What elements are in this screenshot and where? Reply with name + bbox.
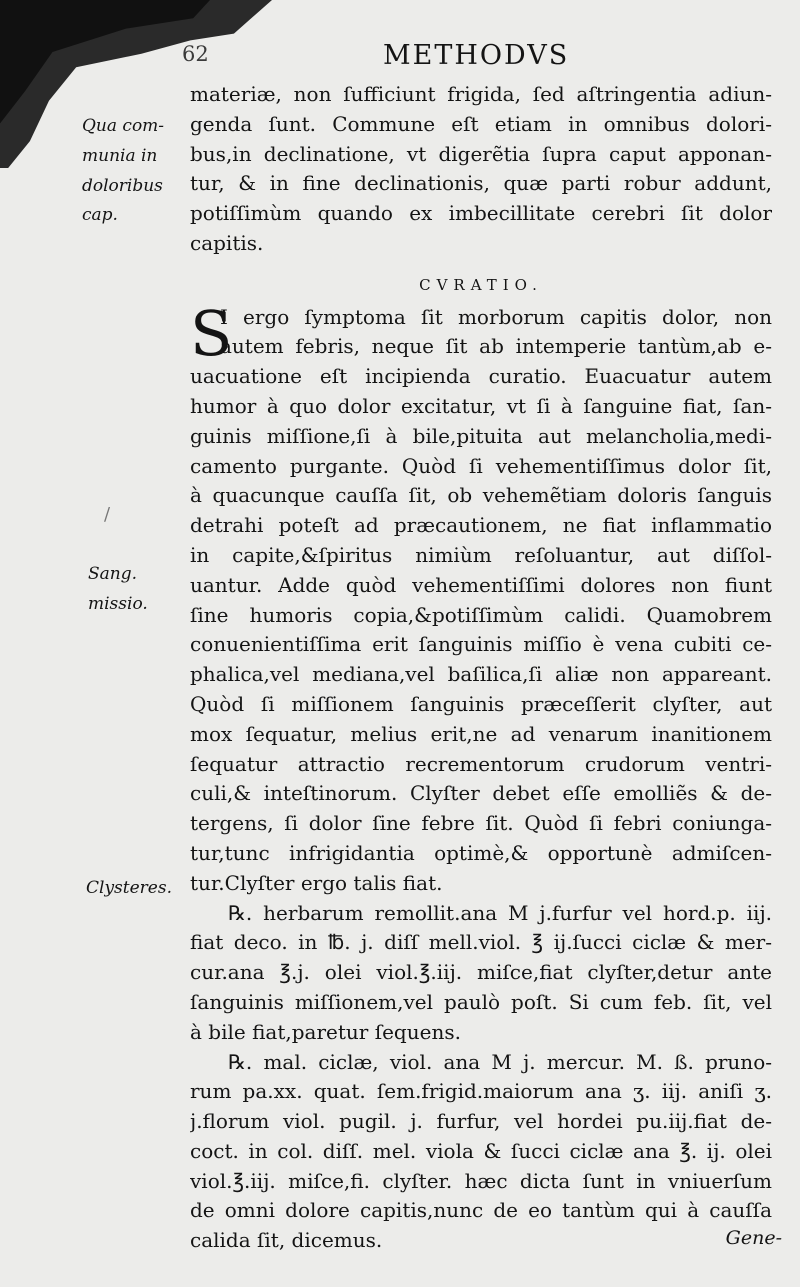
text-line: detrahi poteſt ad præcautionem, ne fiat inflammatio [190, 513, 772, 538]
margin-note-line: munia in [82, 145, 158, 166]
margin-note-line: Sang. [88, 564, 138, 584]
text-line: mox ſequatur, melius erit,ne ad venarum inanitionem [190, 721, 772, 746]
margin-note-line: cap. [82, 205, 118, 226]
text-line: materiæ, non ſufficiunt frigida, ſed aſtringentia adiun- [190, 82, 772, 106]
text-line: bus,in declinatione, vt digerẽtia ſupra caput apponan- [190, 141, 772, 166]
text-line: uacuatione eſt incipienda curatio. Euacuatur autem [190, 364, 772, 389]
text-line: tur.Clyſter ergo talis fiat. [190, 870, 443, 895]
recipe-line: ℞. mal. ciclæ, viol. ana M j. mercur. M. ß. pruno- [228, 1049, 772, 1074]
catchword: Gene- [725, 1227, 782, 1249]
text-line: capitis. [190, 230, 264, 255]
text-line: I ergo ſymptoma ſit morborum capitis dolor, non [220, 304, 772, 329]
margin-note-common [82, 112, 164, 231]
text-line: à quacunque cauſſa ſit, ob vehemẽtiam doloris ſanguis [190, 483, 772, 508]
recipe-line: j.florum viol. pugil. j. furfur, vel hordei pu.iij.fiat de- [190, 1109, 772, 1134]
recipe-line: ſanguinis miſſionem,vel paulò poſt. Si cum feb. ſit, vel [190, 989, 772, 1014]
recipe-line: coct. in col. diſſ. mel. viola & ſucci ciclæ ana ℥. ij. olei [190, 1138, 772, 1163]
text-line: culi,& inteſtinorum. Clyſter debet eſſe emolliẽs & de- [190, 781, 772, 806]
page-number: 62 [182, 42, 209, 66]
text-line: Quòd ſi miſſionem ſanguinis præceſſerit clyſter, aut [190, 691, 772, 716]
text-line: tur, & in fine declinationis, quæ parti robur addunt, [190, 171, 772, 196]
recipe-line: de omni dolore capitis,nunc de eo tantùm qui à cauſſa [190, 1198, 772, 1223]
text-line: tur,tunc infrigidantia optimè,& opportunè admiſcen- [190, 840, 772, 865]
text-line: potiſſimùm quando ex imbecillitate cerebri ſit dolor [190, 201, 772, 226]
recipe-line: ℞. herbarum remollit.ana M j.furfur vel hord.p. iij. [228, 900, 772, 925]
running-header [0, 40, 800, 80]
recipe-line: à bile fiat,paretur ſequens. [190, 1019, 461, 1044]
text-line: uantur. Adde quòd vehementiſſimi dolores non fiunt [190, 572, 772, 597]
text-line: guinis miſſione,ſi à bile,pituita aut melancholia,medi- [190, 423, 772, 448]
recipe-line: cur.ana ℥.j. olei viol.℥.iij. miſce,fiat clyſter,detur ante [190, 960, 772, 985]
body-text [190, 80, 772, 1256]
stray-mark: / [104, 504, 111, 525]
margin-note-line: doloribus [82, 175, 163, 196]
margin-note-clysteres: Clysteres. [86, 878, 172, 898]
recipe-line: rum pa.xx. quat. ſem.frigid.maiorum ana ʒ. iij. aniſi ʒ. [190, 1079, 772, 1104]
running-title: METHODVS [383, 40, 570, 71]
text-line: in capite,&ſpiritus nimiùm reſoluantur, aut diſſol- [190, 542, 772, 567]
margin-note-line: Qua com- [82, 116, 165, 136]
text-line: tergens, ſi dolor ſine febre ſit. Quòd ſi febri coniunga- [190, 811, 772, 836]
text-line: autem febris, neque ſit ab intemperie tantùm,ab e- [220, 334, 772, 359]
text-line: phalica,vel mediana,vel baſilica,ſi aliæ non appareant. [190, 662, 772, 687]
text-line: camento purgante. Quòd ſi vehementiſſimus dolor ſit, [190, 453, 772, 478]
margin-note-sang-missio [88, 560, 148, 620]
margin-note-line: missio. [88, 593, 148, 614]
text-line: genda ſunt. Commune eſt etiam in omnibus dolori- [190, 111, 772, 136]
text-line: ſine humoris copia,&potiſſimùm calidi. Quamobrem [190, 602, 772, 627]
text-line: humor à quo dolor excitatur, vt ſi à ſanguine fiat, ſan- [190, 393, 772, 418]
text-line: ſequatur attractio recrementorum crudorum ventri- [190, 751, 772, 776]
recipe-line: calida ſit, dicemus. [190, 1228, 383, 1253]
section-heading: CVRATIO. [419, 275, 543, 294]
dropcap-paragraph [190, 296, 772, 370]
recipe-line: fiat deco. in ℔. j. diſſ mell.viol. ℥ ij.ſucci ciclæ & mer- [190, 930, 772, 955]
drop-capital: S [190, 296, 233, 370]
text-line: conuenientiſſima erit ſanguinis miſſio è vena cubiti ce- [190, 632, 772, 657]
recipe-line: viol.℥.iij. miſce,fi. clyſter. hæc dicta ſunt in vniuerſum [190, 1168, 772, 1193]
